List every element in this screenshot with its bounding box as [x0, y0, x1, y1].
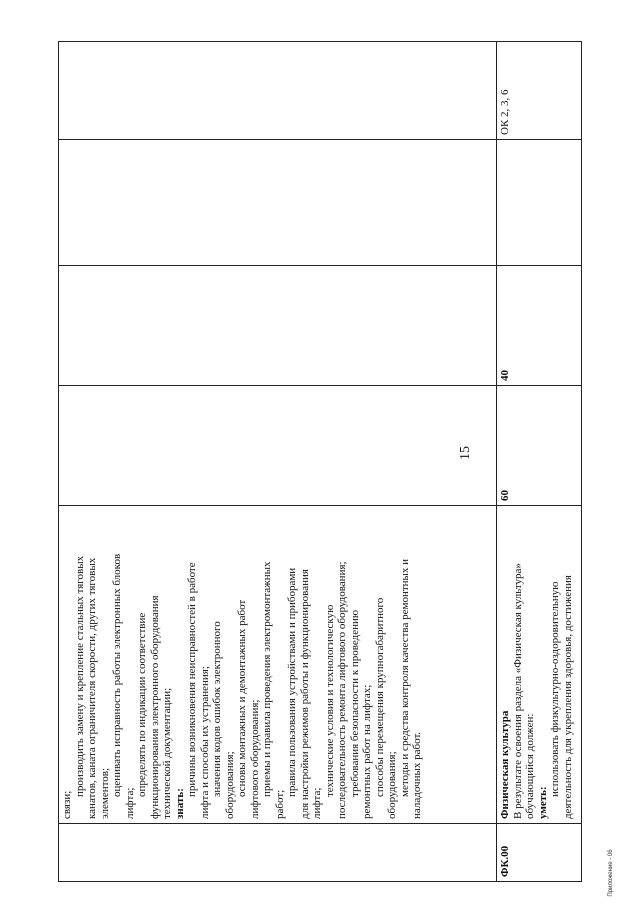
- text-line: технической документации;: [161, 687, 173, 819]
- text-line: оборудования;: [386, 751, 398, 819]
- text-line: использовать физкультурно-оздоровительную: [549, 581, 561, 797]
- text-line: лифта и способы их устранения;: [198, 666, 211, 819]
- text-line: функционирования электронного оборудования: [148, 595, 161, 819]
- discipline-code: ФК.00: [499, 845, 511, 877]
- text-line: производить замену и крепление стальных тяговых: [73, 555, 86, 797]
- competencies-cell: [59, 42, 497, 140]
- text-line: оценивать исправность работы электронных блоков: [111, 553, 123, 797]
- empty-cell: [497, 140, 582, 266]
- text-line: В результате освоения раздела «Физическая культура»: [511, 563, 524, 819]
- text-line: оборудования;: [223, 751, 236, 819]
- text-line: лифтового оборудования;: [248, 699, 261, 819]
- code-cell: [59, 824, 497, 882]
- text-line: последовательность ремонта лифтового оборудования;: [336, 561, 348, 819]
- text-line: уметь:: [536, 786, 549, 819]
- text-line: правила пользования устройствами и приборами: [286, 567, 298, 797]
- discipline-title: Физическая культура: [499, 710, 511, 819]
- text-line: требования безопасности к проведению: [348, 609, 361, 797]
- table-rotated-wrapper: [58, 42, 581, 882]
- competencies-value: ОК 2, 3, 6: [499, 89, 511, 135]
- compulsory-load-cell: [497, 266, 582, 386]
- compulsory-load-cell: [59, 266, 497, 386]
- text-line: технические условия и технологическую: [323, 604, 336, 797]
- description-cell: [497, 506, 582, 824]
- text-line: значения кодов ошибок электронного: [211, 621, 223, 797]
- text-line: основы монтажных и демонтажных работ: [236, 599, 248, 797]
- description-cell: [59, 506, 497, 824]
- competencies-cell: [497, 42, 582, 140]
- text-line: связи;: [61, 790, 73, 819]
- table-row: [59, 42, 497, 882]
- text-line: определять по индикации соответствие: [136, 612, 148, 797]
- footer-note: Приложение - 06: [608, 849, 614, 897]
- text-line: деятельность для укрепления здоровья, достижения: [561, 575, 574, 819]
- compulsory-load-value: 40: [499, 370, 511, 381]
- text-line: обучающийся должен:: [524, 713, 536, 819]
- text-line: ремонтных работ на лифтах;: [361, 684, 373, 819]
- table-body: [58, 41, 582, 882]
- text-line: знать:: [173, 788, 186, 819]
- text-line: канатов, каната ограничителя скорости, других тяговых: [86, 557, 98, 819]
- max-load-value: 60: [499, 490, 511, 501]
- text-line: методы и средства контроля качества ремонтных и: [398, 558, 411, 797]
- text-line: причины возникновения неисправностей в работе: [186, 562, 198, 797]
- page-number: 15: [458, 446, 473, 460]
- text-line: лифта;: [311, 787, 323, 819]
- text-line: элементов;: [98, 767, 111, 819]
- text-line: наладочных работ.: [411, 731, 423, 819]
- text-line: лифта;: [123, 787, 136, 819]
- text-line: работ;: [273, 789, 286, 819]
- curriculum-table: [58, 42, 581, 882]
- text-line: для настройки режимов работы и функционирования: [298, 569, 311, 819]
- max-load-cell: [497, 386, 582, 506]
- text-line: приемы и правила проведения электромонтажных: [261, 561, 273, 797]
- text-line: способы перемещения крупногабаритного: [373, 597, 386, 797]
- empty-cell: [59, 140, 497, 266]
- code-cell: [497, 824, 582, 882]
- max-load-cell: [59, 386, 497, 506]
- table-row: [497, 42, 582, 882]
